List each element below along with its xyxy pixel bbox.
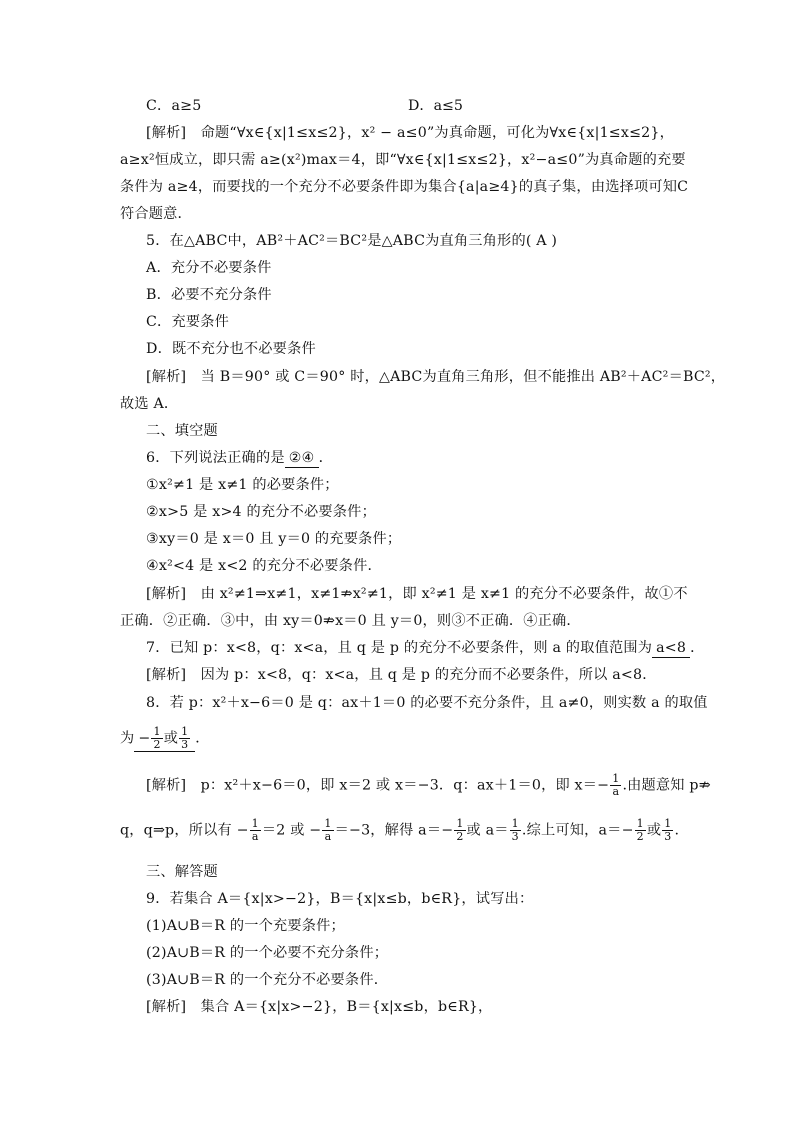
option-d: D．既不充分也不必要条件 bbox=[146, 341, 316, 357]
statement-1: ①x²≠1 是 x≠1 的必要条件； bbox=[146, 477, 339, 493]
answer-blank: − $\frac{1}{2}$ 或 $\frac{1}{3}$ bbox=[134, 726, 195, 752]
analysis-line: 故选 A． bbox=[120, 396, 179, 412]
fraction: $\frac{1}{3}$ bbox=[181, 725, 189, 751]
question-text: 6．下列说法正确的是 bbox=[146, 450, 285, 466]
analysis-line: [解析] 当 B＝90° 或 C＝90° 时，△ABC为直角三角形，但不能推出 AB²＋AC²＝BC²， bbox=[146, 369, 726, 385]
fraction: $\frac{1}{a}$ bbox=[612, 772, 620, 798]
sub-question-2: (2)A∪B＝R 的一个必要不充分条件； bbox=[146, 945, 389, 961]
question-8: 8．若 p：x²＋x−6＝0 是 q：ax＋1＝0 的必要不充分条件，且 a≠0，则实数 a 的取值 bbox=[146, 695, 708, 711]
fraction: $\frac{1}{2}$ bbox=[153, 725, 161, 751]
option-a: A．充分不必要条件 bbox=[146, 260, 272, 276]
analysis-line: [解析] 集合 A＝{x|x>−2}，B＝{x|x≤b，b∈R}， bbox=[146, 999, 493, 1015]
analysis-line: [解析] 命题“∀x∈{x|1≤x≤2}，x² − a≤0”为真命题，可化为∀x∈{x|1≤x≤2}， bbox=[146, 125, 675, 141]
question-9: 9．若集合 A＝{x|x>−2}，B＝{x|x≤b，b∈R}，试写出： bbox=[146, 891, 534, 907]
analysis-line: [解析] 由 x²≠1⇒x≠1，x≠1⇏x²≠1，即 x²≠1 是 x≠1 的充分不必要条件，故①不 bbox=[146, 586, 688, 602]
analysis-line: q，q⇒p，所以有 − $\frac{1}{a}$ ＝2 或 − $\frac{1}{a}$ ＝−3，解得 a＝− $\frac{1}{2}$ 或 a＝ $\frac{1}{3}$ .综上可知，a＝− $\frac{1}{2}$ 或 $\frac{1}{3}$ . bbox=[120, 817, 680, 843]
analysis-line: 条件为 a≥4，而要找的一个充分不必要条件即为集合{a|a≥4}的真子集，由选择项可知C bbox=[120, 179, 689, 195]
analysis-line: [解析] 因为 p：x<8，q：x<a，且 q 是 p 的充分而不必要条件，所以 a<8． bbox=[146, 667, 657, 683]
analysis-line: a≥x²恒成立，即只需 a≥(x²)max＝4，即“∀x∈{x|1≤x≤2}，x²−a≤0”为真命题的充要 bbox=[120, 152, 686, 168]
question-7 bbox=[146, 638, 705, 658]
analysis-line: 正确．②正确．③中，由 xy＝0⇏x＝0 且 y＝0，则③不正确．④正确． bbox=[120, 613, 581, 629]
period: ． bbox=[195, 730, 210, 747]
statement-2: ②x>5 是 x>4 的充分不必要条件； bbox=[146, 504, 376, 520]
fraction: $\frac{1}{2}$ bbox=[456, 817, 464, 843]
answer-blank: a<8 bbox=[652, 640, 690, 658]
question-text: 为 bbox=[120, 730, 135, 747]
question-6 bbox=[146, 448, 333, 468]
question-5: 5．在△ABC中，AB²＋AC²＝BC²是△ABC为直角三角形的( A ) bbox=[146, 233, 558, 249]
question-text: 7．已知 p：x<8，q：x<a，且 q 是 p 的充分不必要条件，则 a 的取值范围为 bbox=[146, 640, 653, 656]
fraction: $\frac{1}{2}$ bbox=[636, 817, 644, 843]
period: ． bbox=[690, 640, 705, 656]
option-c: C．a≥5 bbox=[146, 98, 202, 114]
statement-4: ④x²<4 是 x<2 的充分不必要条件． bbox=[146, 558, 382, 574]
section-heading: 二、填空题 bbox=[146, 423, 218, 439]
option-b: B．必要不充分条件 bbox=[146, 287, 272, 303]
sub-question-1: (1)A∪B＝R 的一个充要条件； bbox=[146, 918, 345, 934]
period: ． bbox=[318, 450, 333, 466]
analysis-line: 符合题意． bbox=[120, 206, 192, 222]
section-heading: 三、解答题 bbox=[146, 864, 218, 880]
sub-question-3: (3)A∪B＝R 的一个充分不必要条件． bbox=[146, 972, 389, 988]
fraction: $\frac{1}{3}$ bbox=[511, 817, 519, 843]
analysis-line: [解析] p：x²＋x−6＝0，即 x＝2 或 x＝−3．q：ax＋1＝0，即 x＝− $\frac{1}{a}$ .由题意知 p⇏ bbox=[146, 772, 711, 798]
fraction: $\frac{1}{3}$ bbox=[664, 817, 672, 843]
option-c: C．充要条件 bbox=[146, 314, 229, 330]
option-d: D．a≤5 bbox=[408, 98, 463, 114]
fraction: $\frac{1}{a}$ bbox=[324, 817, 332, 843]
question-8-answer bbox=[120, 726, 210, 752]
statement-3: ③xy＝0 是 x＝0 且 y＝0 的充要条件； bbox=[146, 531, 402, 547]
answer-blank: ②④ bbox=[285, 450, 319, 468]
fraction: $\frac{1}{a}$ bbox=[251, 817, 259, 843]
